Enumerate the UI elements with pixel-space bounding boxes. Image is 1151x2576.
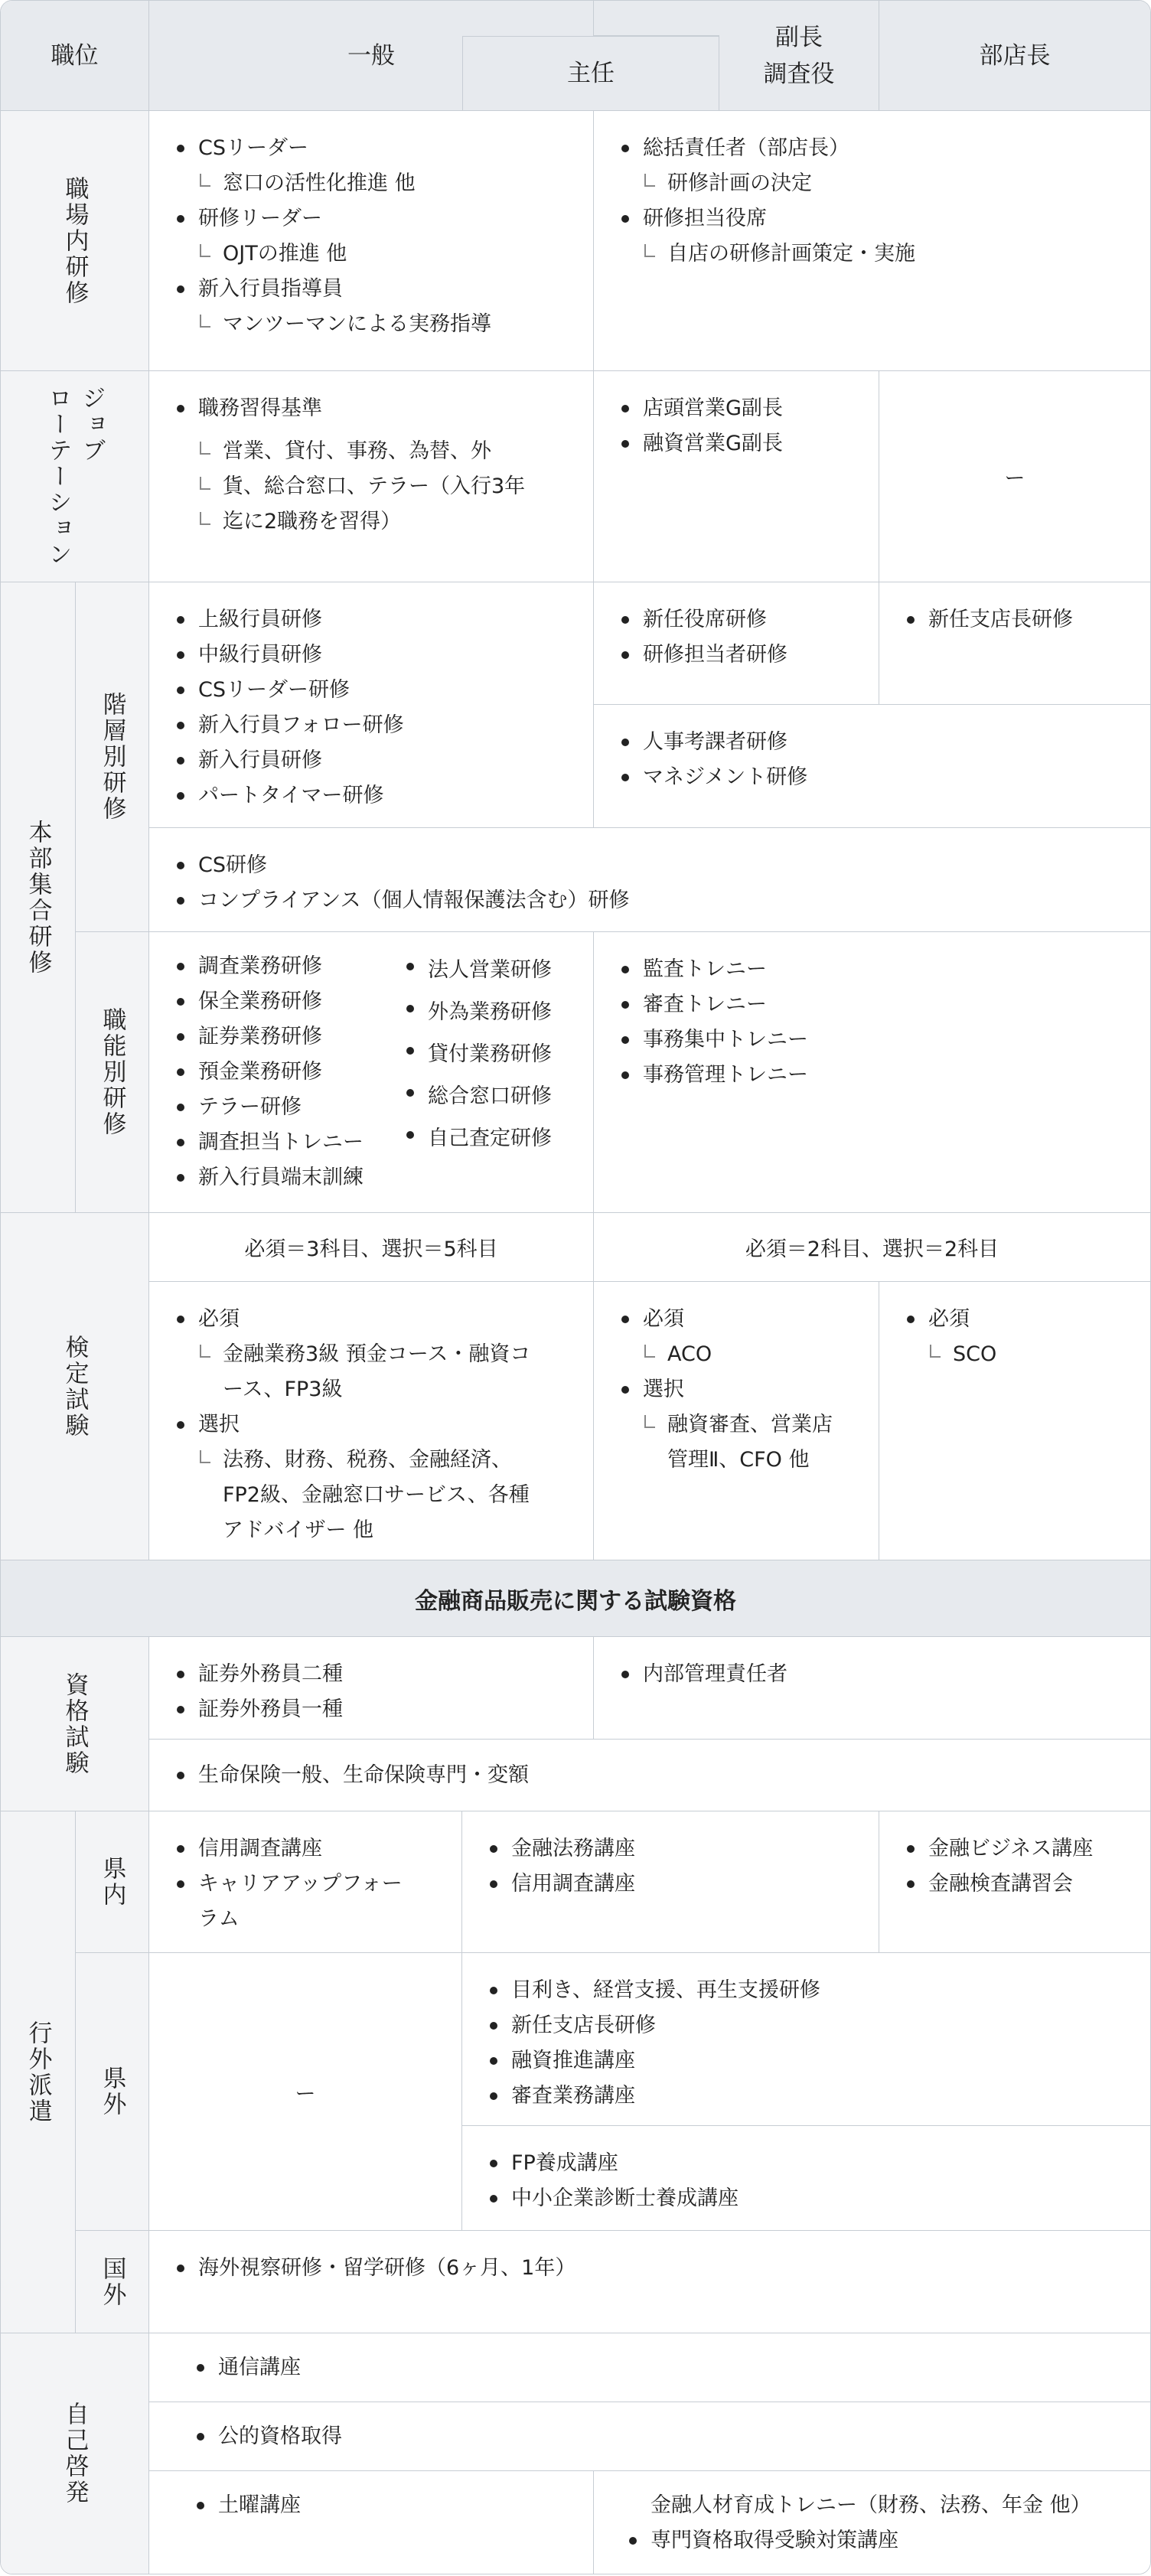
list-item-cont: ラム <box>198 1907 240 1931</box>
qualification-all-list <box>168 1758 1132 1793</box>
list-item: 総括責任者（部店長） <box>612 131 1132 166</box>
list-subitem: 研修計画の決定 <box>612 166 1132 201</box>
ojt-general-list <box>168 131 575 342</box>
list-subitem: 窓口の活性化推進 他 <box>168 166 575 201</box>
self-dev-row2-list <box>187 2419 1132 2454</box>
list-item: 必須 <box>612 1302 860 1337</box>
list-item: 監査トレニー <box>612 952 1132 987</box>
list-item: 貸付業務研修 <box>397 1033 552 1075</box>
list-subitem: マンツーマンによる実務指導 <box>168 307 575 342</box>
list-subitem: ACO <box>612 1337 860 1372</box>
list-item: 職務習得基準 <box>168 391 575 426</box>
ojt-general <box>149 111 594 371</box>
dispatch-in-branch <box>879 1811 1150 1953</box>
section-qualification-label: 資格試験 <box>60 1671 89 1776</box>
list-item: 新入行員フォロー研修 <box>168 708 575 743</box>
header-general-top-divider <box>594 1 719 36</box>
section-dispatch <box>1 1811 76 2333</box>
list-item: 金融検査講習会 <box>898 1867 1132 1902</box>
hq-level-general-list <box>168 602 575 814</box>
list-item: パートタイマー研修 <box>168 778 575 814</box>
list-item: CSリーダー <box>168 131 575 166</box>
list-item: 人事考課者研修 <box>612 725 1132 760</box>
hq-level-general <box>149 582 594 828</box>
section-overseas <box>76 2231 149 2333</box>
list-item: 通信講座 <box>187 2350 1132 2385</box>
header-chief-label: 主任 <box>567 60 615 87</box>
section-dispatch-label: 行外派遣 <box>24 2020 52 2124</box>
job-rotation-deputy <box>594 371 879 582</box>
dispatch-out-upper1 <box>462 1953 1150 2126</box>
section-hq-label: 本部集合研修 <box>24 819 52 976</box>
list-item: マネジメント研修 <box>612 760 1132 795</box>
section-job-rotation <box>1 371 149 582</box>
list-item: CSリーダー研修 <box>168 673 575 708</box>
list-item: 中級行員研修 <box>168 637 575 673</box>
hq-function-upper <box>594 932 1150 1213</box>
qualification-upper-list <box>612 1657 1132 1692</box>
list-item: 外為業務研修 <box>397 991 552 1033</box>
qualification-general <box>149 1637 594 1740</box>
list-item: 証券業務研修 <box>168 1019 364 1055</box>
dispatch-overseas <box>149 2231 1150 2333</box>
list-item: 調査担当トレニー <box>168 1125 364 1160</box>
dispatch-out-upper1-list <box>481 1973 1132 2114</box>
exam-upper-rule-text: 必須＝2科目、選択＝2科目 <box>745 1237 999 1261</box>
list-item: 保全業務研修 <box>168 984 364 1019</box>
list-item: 審査業務講座 <box>481 2079 1132 2114</box>
list-subitem: OJTの推進 他 <box>168 236 575 272</box>
exam-general <box>149 1282 594 1560</box>
section-self-dev <box>1 2333 149 2574</box>
hq-function-upper-list <box>612 952 1132 1093</box>
hq-level-branch <box>879 582 1150 705</box>
exam-upper-rule <box>594 1213 1150 1282</box>
list-item: 審査トレニー <box>612 987 1132 1022</box>
job-rotation-deputy-list <box>612 391 860 461</box>
section-hq-function <box>76 932 149 1213</box>
list-item: 預金業務研修 <box>168 1055 364 1090</box>
header-deputy <box>719 1 879 111</box>
list-item: 新任役席研修 <box>612 602 860 637</box>
job-rotation-general-list <box>168 391 575 540</box>
list-item: 融資推進講座 <box>481 2043 1132 2079</box>
dispatch-in-mid <box>462 1811 879 1953</box>
list-item: 新任支店長研修 <box>481 2008 1132 2043</box>
section-job-rotation-label: ジョブ ローテーション <box>44 385 106 568</box>
list-item: 新任支店長研修 <box>898 602 1132 637</box>
self-dev-row1 <box>149 2333 1150 2402</box>
list-subitem-cont: 貨、総合窓口、テラー（入行3年 <box>168 469 575 504</box>
section-prefecture-out <box>76 1953 149 2231</box>
list-item: 信用調査講座 <box>481 1867 860 1902</box>
qualification-upper <box>594 1637 1150 1740</box>
list-item: 金融法務講座 <box>481 1831 860 1867</box>
list-item: 自己査定研修 <box>397 1117 552 1159</box>
ojt-upper-list <box>612 131 1132 272</box>
dispatch-out-upper2-list <box>481 2146 1132 2216</box>
section-prefecture-in <box>76 1811 149 1953</box>
section-prefecture-out-label: 県外 <box>98 2066 126 2118</box>
section-ojt-label: 職場内研修 <box>60 175 89 306</box>
exam-deputy <box>594 1282 879 1560</box>
list-item: 必須 <box>168 1302 575 1337</box>
hq-function-col2 <box>397 949 552 1159</box>
list-item-plain: 金融人材育成トレニー（財務、法務、年金 他） <box>650 2493 1091 2517</box>
list-subitem-cont: 迄に2職務を習得） <box>168 504 575 540</box>
list-item: 中小企業診断士養成講座 <box>481 2181 1132 2216</box>
list-item: 海外視察研修・留学研修（6ヶ月、1年） <box>168 2251 1132 2286</box>
section-band <box>1 1560 1150 1637</box>
list-subitem-cont: 管理Ⅱ、CFO 他 <box>667 1448 810 1472</box>
header-chief <box>462 36 719 111</box>
list-item: 必須 <box>898 1302 1132 1337</box>
job-rotation-branch <box>879 371 1150 582</box>
job-rotation-general <box>149 371 594 582</box>
list-item: 証券外務員二種 <box>168 1657 575 1692</box>
list-item: 事務管理トレニー <box>612 1058 1132 1093</box>
self-dev-row3-left <box>149 2471 594 2574</box>
list-item: 新入行員研修 <box>168 743 575 778</box>
dash-text: ー <box>295 2082 316 2106</box>
section-exam <box>1 1213 149 1560</box>
header-position <box>1 1 149 111</box>
header-deputy-label: 副長 調査役 <box>763 23 835 88</box>
list-subitem: 自店の研修計画策定・実施 <box>612 236 1132 272</box>
hq-level-upper-list <box>612 725 1132 795</box>
section-hq-function-label: 職能別研修 <box>98 1007 126 1137</box>
list-item: コンプライアンス（個人情報保護法含む）研修 <box>168 883 1132 918</box>
list-item: 調査業務研修 <box>168 949 364 984</box>
list-item: 選択 <box>612 1372 860 1407</box>
list-item: 研修担当役席 <box>612 201 1132 236</box>
qualification-general-list <box>168 1657 575 1727</box>
list-subitem-cont: アドバイザー 他 <box>223 1518 374 1542</box>
self-dev-row3-right-list <box>620 2488 1132 2558</box>
self-dev-row3-right <box>594 2471 1150 2574</box>
list-item: テラー研修 <box>168 1090 364 1125</box>
self-dev-row1-list <box>187 2350 1132 2385</box>
qualification-all <box>149 1740 1150 1811</box>
list-item: 金融ビジネス講座 <box>898 1831 1132 1867</box>
band-title: 金融商品販売に関する試験資格 <box>415 1587 736 1615</box>
list-item: 専門資格取得受験対策講座 <box>620 2523 1132 2558</box>
list-item: 証券外務員一種 <box>168 1692 575 1727</box>
header-branch-manager <box>879 1 1150 111</box>
list-item: 事務集中トレニー <box>612 1022 1132 1058</box>
dispatch-overseas-list <box>168 2251 1132 2286</box>
list-item: 法人営業研修 <box>397 949 552 991</box>
hq-level-chief-deputy <box>594 582 879 705</box>
list-subitem-cont: FP2級、金融窓口サービス、各種 <box>223 1483 530 1507</box>
list-item: 研修リーダー <box>168 201 575 236</box>
list-subitem: 融資審査、営業店 <box>612 1407 860 1443</box>
dash-text: ー <box>1004 467 1025 491</box>
section-hq-level <box>76 582 149 932</box>
hq-level-branch-list <box>898 602 1132 637</box>
hq-function-general <box>149 932 594 1213</box>
list-item: 総合窓口研修 <box>397 1075 552 1117</box>
list-item: 選択 <box>168 1407 575 1443</box>
list-item: FP養成講座 <box>481 2146 1132 2181</box>
exam-general-rule-text: 必須＝3科目、選択＝5科目 <box>244 1237 498 1261</box>
exam-branch <box>879 1282 1150 1560</box>
section-exam-label: 検定試験 <box>60 1334 89 1439</box>
section-qualification <box>1 1637 149 1811</box>
exam-general-rule <box>149 1213 594 1282</box>
hq-level-all-list <box>168 848 1132 918</box>
header-general-label: 一般 <box>347 42 395 70</box>
list-item: 生命保険一般、生命保険専門・変額 <box>168 1758 1132 1793</box>
list-item: 土曜講座 <box>187 2488 575 2523</box>
hq-function-col1 <box>168 949 364 1195</box>
list-item: 新入行員指導員 <box>168 272 575 307</box>
list-subitem: 営業、貸付、事務、為替、外 <box>168 434 575 469</box>
section-hq <box>1 582 76 1213</box>
exam-deputy-list <box>612 1302 860 1478</box>
list-item: 新入行員端末訓練 <box>168 1160 364 1195</box>
section-overseas-label: 国外 <box>98 2255 126 2308</box>
list-item: 融資営業G副長 <box>612 426 860 461</box>
exam-branch-list <box>898 1302 1132 1372</box>
section-ojt <box>1 111 149 371</box>
section-prefecture-in-label: 県内 <box>98 1856 126 1908</box>
self-dev-row2 <box>149 2402 1150 2471</box>
dispatch-in-branch-list <box>898 1831 1132 1902</box>
hq-level-chief-deputy-list <box>612 602 860 673</box>
list-item: 公的資格取得 <box>187 2419 1132 2454</box>
section-self-dev-label: 自己啓発 <box>60 2402 89 2506</box>
dispatch-in-general-list <box>168 1831 443 1937</box>
dispatch-out-general <box>149 1953 462 2231</box>
hq-level-all <box>149 828 1150 932</box>
dispatch-in-general <box>149 1811 462 1953</box>
list-subitem-cont: ース、FP3級 <box>223 1378 343 1401</box>
list-subitem: 金融業務3級 預金コース・融資コ <box>168 1337 575 1372</box>
list-item: 上級行員研修 <box>168 602 575 637</box>
list-item: 研修担当者研修 <box>612 637 860 673</box>
list-item: CS研修 <box>168 848 1132 883</box>
header-position-label: 職位 <box>51 41 99 70</box>
exam-general-list <box>168 1302 575 1548</box>
self-dev-row3-left-list <box>187 2488 575 2523</box>
list-subitem: SCO <box>898 1337 1132 1372</box>
list-item: 内部管理責任者 <box>612 1657 1132 1692</box>
list-item: キャリアアップフォー <box>168 1867 443 1902</box>
section-hq-level-label: 階層別研修 <box>98 692 126 822</box>
hq-level-upper <box>594 705 1150 828</box>
dispatch-out-upper2 <box>462 2126 1150 2231</box>
dispatch-in-mid-list <box>481 1831 860 1902</box>
list-item: 信用調査講座 <box>168 1831 443 1867</box>
header-branch-manager-label: 部店長 <box>979 41 1051 70</box>
ojt-upper <box>594 111 1150 371</box>
list-subitem: 法務、財務、税務、金融経済、 <box>168 1443 575 1478</box>
list-item: 目利き、経営支援、再生支援研修 <box>481 1973 1132 2008</box>
list-item: 店頭営業G副長 <box>612 391 860 426</box>
